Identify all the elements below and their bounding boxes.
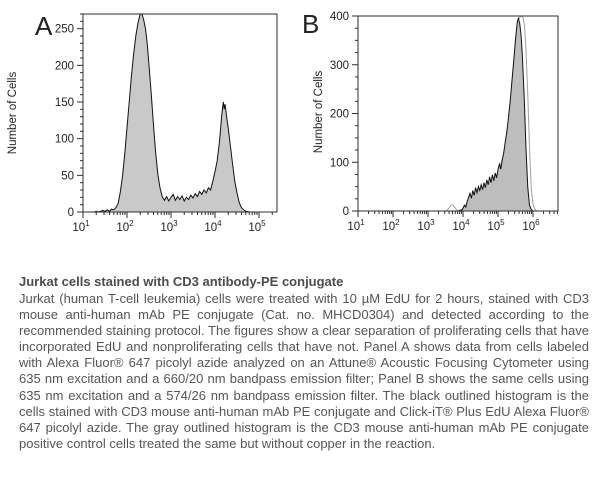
caption-body: Jurkat (human T-cell leukemia) cells were treated with 10 µM EdU for 2 hours, stained with CD3 mouse anti-human mAb PE conjugate (Cat. no. MHCD0304) and detected according to the recommended staining protocol. The figures show a clear separation of proliferating cells that have incorporated EdU and nonproliferating cells that have not. Panel A shows data from cells labeled with Alexa Fluor® 647 picolyl azide analyzed on an Attune® Acoustic Focusing Cytometer using 635 nm excitation and a 660/20 nm bandpass emission filter; Panel B shows the same cells using 635 nm excitation and a 574/26 nm bandpass emission filter. The black outlined histogram is the cells stained with CD3 mouse anti-human mAb PE conjugate and Click-iT® Plus EdU Alexa Fluor® 647 picolyl azide. The gray outlined histogram is the CD3 mouse anti-human mAb PE conjugate positive control cells treated the same but without copper in the reaction. — [19, 291, 589, 451]
x-tick-label: $10^6$ — [522, 218, 540, 233]
y-tick-label: 250 — [54, 23, 74, 36]
plot-frame — [83, 14, 277, 212]
panel-label: B — [302, 9, 320, 39]
y-tick-label: 200 — [329, 108, 349, 121]
histogram-edu-cd3-pe-stained — [83, 14, 276, 212]
y-axis-title: Number of Cells — [313, 70, 325, 154]
x-tick-label: $10^2$ — [382, 218, 400, 233]
y-tick-label: 400 — [329, 11, 349, 23]
x-tick-label: $10^1$ — [72, 219, 90, 234]
y-tick-label: 50 — [61, 170, 74, 183]
panel-a — [7, 11, 277, 234]
figure-caption — [19, 274, 589, 452]
y-tick-label: 100 — [54, 133, 74, 146]
caption-title: Jurkat cells stained with CD3 antibody-PE conjugate — [19, 274, 344, 289]
y-tick-label: 100 — [329, 157, 349, 170]
panel-label: A — [35, 11, 53, 41]
y-axis-title: Number of Cells — [7, 71, 19, 155]
x-tick-label: $10^2$ — [116, 219, 134, 234]
y-tick-label: 0 — [342, 206, 349, 218]
y-tick-label: 200 — [54, 60, 74, 73]
x-tick-label: $10^4$ — [452, 218, 470, 233]
x-tick-label: $10^4$ — [204, 219, 222, 234]
y-tick-label: 300 — [329, 59, 349, 72]
x-tick-label: $10^5$ — [487, 218, 505, 233]
y-tick-label: 150 — [54, 97, 74, 109]
x-tick-label: $10^3$ — [160, 219, 178, 234]
y-tick-label: 0 — [67, 207, 74, 219]
x-tick-label: $10^5$ — [248, 219, 266, 234]
panel-b — [302, 9, 558, 233]
histogram-black-outlined-edu-stained — [358, 18, 558, 211]
x-tick-label: $10^1$ — [347, 218, 365, 233]
x-tick-label: $10^3$ — [417, 218, 435, 233]
